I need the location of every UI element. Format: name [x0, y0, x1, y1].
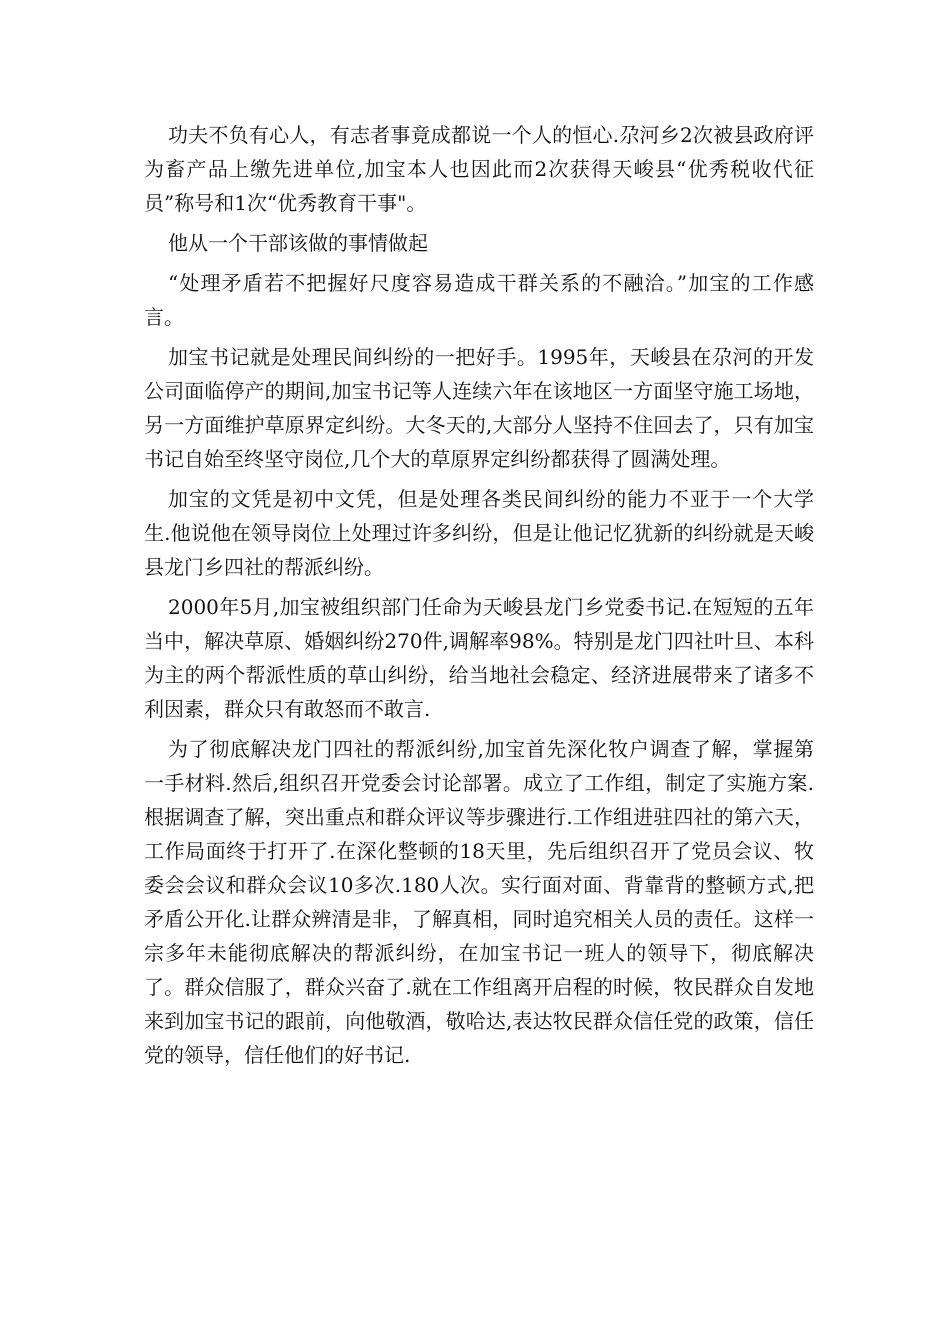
paragraph-4: 加宝书记就是处理民间纠纷的一把好手。1995年，天峻县在尕河的开发公司面临停产的期间,加宝书记等人连续六年在该地区一方面坚守施工场地，另一方面维护草原界定纠纷。大冬天的,大部分人坚持不住回去了，只有加宝书记自始至终坚守岗位,几个大的草原界定纠纷都获得了圆满处理。 — [144, 345, 814, 471]
paragraph-5: 加宝的文凭是初中文凭，但是处理各类民间纠纷的能力不亚于一个大学生.他说他在领导岗位上处理过许多纠纷，但是让他记忆犹新的纠纷就是天峻县龙门乡四社的帮派纠纷。 — [144, 487, 814, 579]
paragraph-3: “处理矛盾若不把握好尺度容易造成干群关系的不融洽。”加宝的工作感言。 — [144, 271, 814, 329]
paragraph-6: 2000年5月,加宝被组织部门任命为天峻县龙门乡党委书记.在短短的五年当中，解决草原、婚姻纠纷270件,调解率98%。特别是龙门四社叶旦、本科为主的两个帮派性质的草山纠纷，给当地社会稳定、经济进展带来了诸多不利因素，群众只有敢怒而不敢言. — [144, 595, 814, 721]
paragraph-1: 功夫不负有心人，有志者事竟成都说一个人的恒心.尕河乡2次被县政府评为畜产品上缴先进单位,加宝本人也因此而2次获得天峻县“优秀税收代征员”称号和1次“优秀教育干事"。 — [144, 123, 814, 215]
paragraph-7: 为了彻底解决龙门四社的帮派纠纷,加宝首先深化牧户调查了解，掌握第一手材料.然后,组织召开党委会讨论部署。成立了工作组，制定了实施方案.根据调查了解，突出重点和群众评议等步骤进行.工作组进驻四社的第六天，工作局面终于打开了.在深化整顿的18天里，先后组织召开了党员会议、牧委会会议和群众会议10多次.180人次。实行面对面、背靠背的整顿方式,把矛盾公开化.让群众辨清是非，了解真相，同时追究相关人员的责任。这样一宗多年未能彻底解决的帮派纠纷，在加宝书记一班人的领导下，彻底解决了。群众信服了，群众兴奋了.就在工作组离开启程的时候，牧民群众自发地来到加宝书记的跟前，向他敬酒，敬哈达,表达牧民群众信任党的政策，信任党的领导，信任他们的好书记. — [144, 737, 814, 1067]
document-body — [144, 118, 814, 1072]
paragraph-2-heading: 他从一个干部该做的事情做起 — [168, 231, 428, 255]
